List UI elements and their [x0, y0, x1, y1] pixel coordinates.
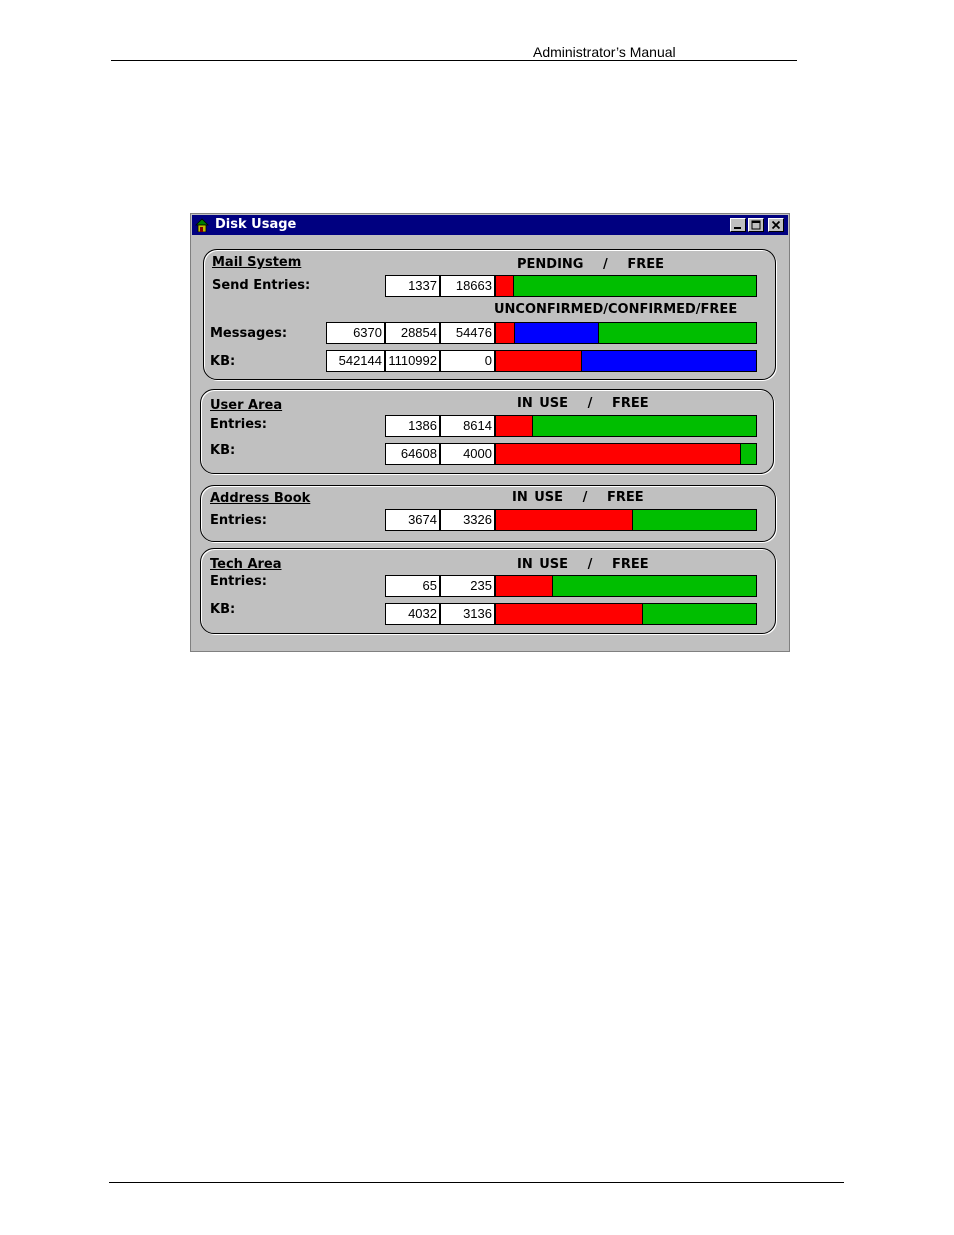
- user-entries-bar: [495, 415, 757, 437]
- user-entries-in-use: 1386: [385, 415, 440, 437]
- send-entries-label: Send Entries:: [212, 278, 311, 293]
- address-book-title: Address Book: [210, 491, 311, 506]
- address-book-header: IN USE / FREE: [512, 490, 644, 505]
- mail-kb-bar: [495, 350, 757, 372]
- address-entries-segment-green: [632, 510, 756, 530]
- tech-area-title: Tech Area: [210, 557, 282, 572]
- tech-entries-segment-green: [552, 576, 756, 596]
- close-button[interactable]: [768, 218, 784, 232]
- tech-kb-bar: [495, 603, 757, 625]
- tech-entries-in-use: 65: [385, 575, 440, 597]
- page-header-text: Administrator’s Manual: [533, 44, 676, 60]
- minimize-icon: [733, 220, 743, 230]
- user-entries-free: 8614: [440, 415, 495, 437]
- address-entries-segment-red: [496, 510, 632, 530]
- address-entries-label: Entries:: [210, 513, 267, 528]
- messages-label: Messages:: [210, 326, 288, 341]
- address-entries-free: 3326: [440, 509, 495, 531]
- tech-area-header: IN USE / FREE: [517, 557, 649, 572]
- tech-kb-segment-green: [642, 604, 756, 624]
- header-rule: [111, 60, 797, 61]
- send-entries-free: 18663: [440, 275, 495, 297]
- user-area-header: IN USE / FREE: [517, 396, 649, 411]
- address-entries-bar: [495, 509, 757, 531]
- mail-system-title: Mail System: [212, 255, 302, 270]
- maximize-icon: [751, 220, 761, 230]
- send-entries-segment-green: [513, 276, 756, 296]
- user-kb-segment-green: [740, 444, 756, 464]
- close-icon: [771, 220, 781, 230]
- messages-confirmed: 28854: [385, 322, 440, 344]
- tech-entries-free: 235: [440, 575, 495, 597]
- tech-kb-segment-red: [496, 604, 642, 624]
- maximize-button[interactable]: [748, 218, 764, 232]
- mail-kb-unconfirmed: 542144: [326, 350, 385, 372]
- send-entries-pending: 1337: [385, 275, 440, 297]
- title-bar[interactable]: [192, 215, 788, 235]
- mail-kb-segment-blue: [581, 351, 756, 371]
- mail-kb-segment-red: [496, 351, 581, 371]
- messages-unconfirmed: 6370: [326, 322, 385, 344]
- user-kb-bar: [495, 443, 757, 465]
- tech-kb-free: 3136: [440, 603, 495, 625]
- send-entries-bar: [495, 275, 757, 297]
- tech-kb-label: KB:: [210, 602, 236, 617]
- minimize-button[interactable]: [730, 218, 746, 232]
- user-entries-segment-red: [496, 416, 532, 436]
- user-entries-label: Entries:: [210, 417, 267, 432]
- user-kb-label: KB:: [210, 443, 236, 458]
- tech-kb-in-use: 4032: [385, 603, 440, 625]
- pending-free-header: PENDING / FREE: [517, 257, 665, 272]
- footer-rule: [109, 1182, 844, 1183]
- messages-segment-green: [598, 323, 756, 343]
- user-area-title: User Area: [210, 398, 283, 413]
- mail-kb-confirmed: 1110992: [385, 350, 440, 372]
- messages-segment-blue: [514, 323, 598, 343]
- messages-free: 54476: [440, 322, 495, 344]
- unconfirmed-confirmed-free-header: UNCONFIRMED/CONFIRMED/FREE: [494, 302, 738, 317]
- send-entries-segment-red: [496, 276, 513, 296]
- messages-segment-red: [496, 323, 514, 343]
- disk-usage-window: [190, 213, 790, 652]
- tech-entries-segment-red: [496, 576, 552, 596]
- house-app-icon: [195, 218, 209, 232]
- tech-entries-label: Entries:: [210, 574, 267, 589]
- address-entries-in-use: 3674: [385, 509, 440, 531]
- mail-kb-label: KB:: [210, 354, 236, 369]
- user-kb-free: 4000: [440, 443, 495, 465]
- tech-entries-bar: [495, 575, 757, 597]
- mail-kb-free: 0: [440, 350, 495, 372]
- window-title: Disk Usage: [215, 217, 297, 232]
- messages-bar: [495, 322, 757, 344]
- user-entries-segment-green: [532, 416, 756, 436]
- user-kb-segment-red: [496, 444, 740, 464]
- user-kb-in-use: 64608: [385, 443, 440, 465]
